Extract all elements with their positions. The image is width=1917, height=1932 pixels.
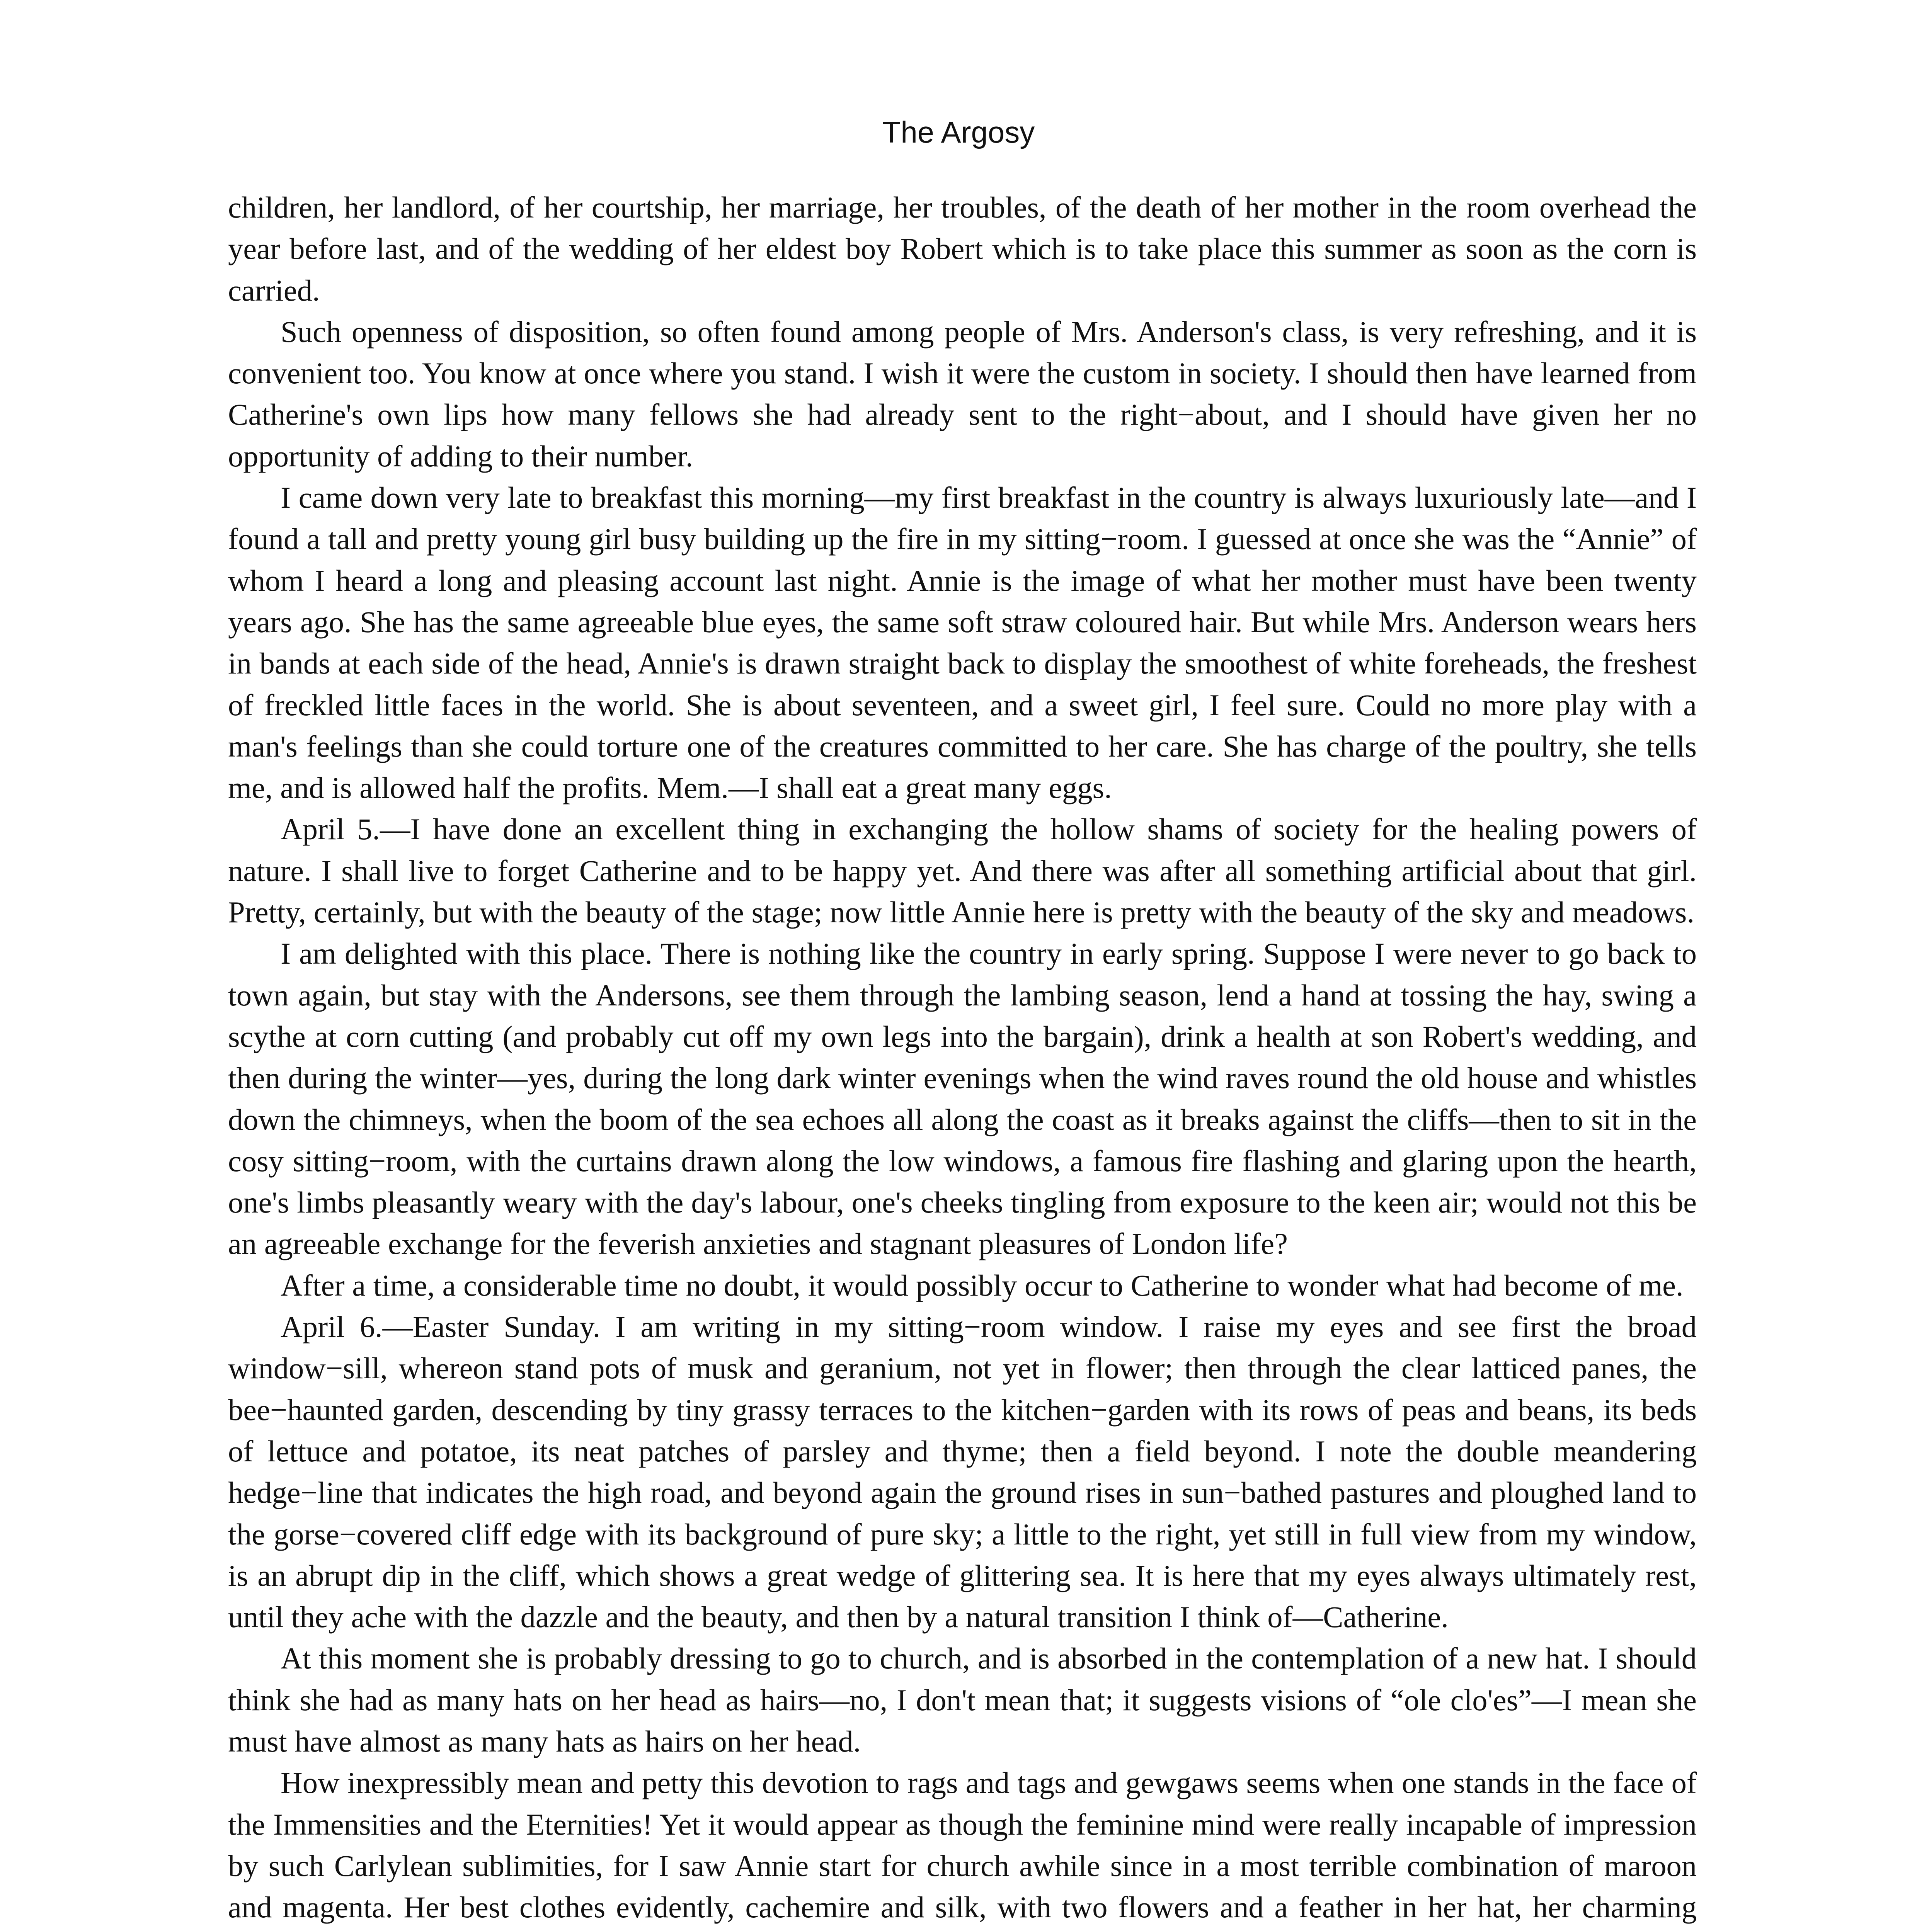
- paragraph: How inexpressibly mean and petty this devotion to rags and tags and gewgaws seems when one stands in the face of the Immensities and the Eternities! Yet it would appear as though the feminine mind were really incapable of impression by such Carlylean sublimities, for I saw Annie start for church awhile since in a most terrible combination of maroon and magenta. Her best clothes evidently, cachemire and silk, with two flowers and a feather in her hat, her charming: [228, 1766, 1697, 1924]
- paragraph: I came down very late to breakfast this morning—my first breakfast in the country is always luxuriously late—and I found a tall and pretty young girl busy building up the fire in my sitting−room. I guessed at once she was the “Annie” of whom I heard a long and pleasing account last night. Annie is the image of what her mother must have been twenty years ago. She has the same agreeable blue eyes, the same soft straw coloured hair. But while Mrs. Anderson wears hers in bands at each side of the head, Annie's is drawn straight back to display the smoothest of white foreheads, the freshest of freckled little faces in the world. She is about seventeen, and a sweet girl, I feel sure. Could no more play with a man's feelings than she could torture one of the creatures committed to her care. She has charge of the poultry, she tells me, and is allowed half the profits. Mem.—I shall eat a great many eggs.: [228, 481, 1697, 805]
- paragraph: At this moment she is probably dressing to go to church, and is absorbed in the contemplation of a new hat. I should think she had as many hats on her head as hairs—no, I don't mean that; it suggests visions of “ole clo'es”—I mean she must have almost as many hats as hairs on her head.: [228, 1641, 1697, 1758]
- paragraph: Such openness of disposition, so often found among people of Mrs. Anderson's class, is very refreshing, and it is convenient too. You know at once where you stand. I wish it were the custom in society. I should then have learned from Catherine's own lips how many fellows she had already sent to the right−about, and I should have given her no opportunity of adding to their number.: [228, 315, 1697, 473]
- paragraph: I am delighted with this place. There is nothing like the country in early spring. Suppose I were never to go back to town again, but stay with the Andersons, see them through the lambing season, lend a hand at tossing the hay, swing a scythe at corn cutting (and probably cut off my own legs into the bargain), drink a health at son Robert's wedding, and then during the winter—yes, during the long dark winter evenings when the wind raves round the old house and whistles down the chimneys, when the boom of the sea echoes all along the coast as it breaks against the cliffs—then to sit in the cosy sitting−room, with the curtains drawn along the low windows, a famous fire flashing and glaring upon the hearth, one's limbs pleasantly weary with the day's labour, one's cheeks tingling from exposure to the keen air; would not this be an agreeable exchange for the feverish anxieties and stagnant pleasures of London life?: [228, 937, 1697, 1261]
- page-body: [228, 187, 1697, 1932]
- running-header: The Argosy: [882, 115, 1035, 149]
- paragraph-april-6: April 6.—Easter Sunday. I am writing in my sitting−room window. I raise my eyes and see first the broad window−sill, whereon stand pots of musk and geranium, not yet in flower; then through the clear latticed panes, the bee−haunted garden, descending by tiny grassy terraces to the kitchen−garden with its rows of peas and beans, its beds of lettuce and potatoe, its neat patches of parsley and thyme; then a field beyond. I note the double meandering hedge−line that indicates the high road, and beyond again the ground rises in sun−bathed pastures and ploughed land to the gorse−covered cliff edge with its background of pure sky; a little to the right, yet still in full view from my window, is an abrupt dip in the cliff, which shows a great wedge of glittering sea. It is here that my eyes always ultimately rest, until they ache with the dazzle and the beauty, and then by a natural transition I think of—Catherine.: [228, 1310, 1697, 1634]
- paragraph: After a time, a considerable time no doubt, it would possibly occur to Catherine to wonder what had become of me.: [281, 1268, 1684, 1302]
- paragraph-april-5: April 5.—I have done an excellent thing in exchanging the hollow shams of society for the healing powers of nature. I shall live to forget Catherine and to be happy yet. And there was after all something artificial about that girl. Pretty, certainly, but with the beauty of the stage; now little Annie here is pretty with the beauty of the sky and meadows.: [228, 812, 1697, 929]
- paragraph-continuation: children, her landlord, of her courtship, her marriage, her troubles, of the death of her mother in the room overhead the year before last, and of the wedding of her eldest boy Robert which is to take place this summer as soon as the corn is carried.: [228, 190, 1697, 307]
